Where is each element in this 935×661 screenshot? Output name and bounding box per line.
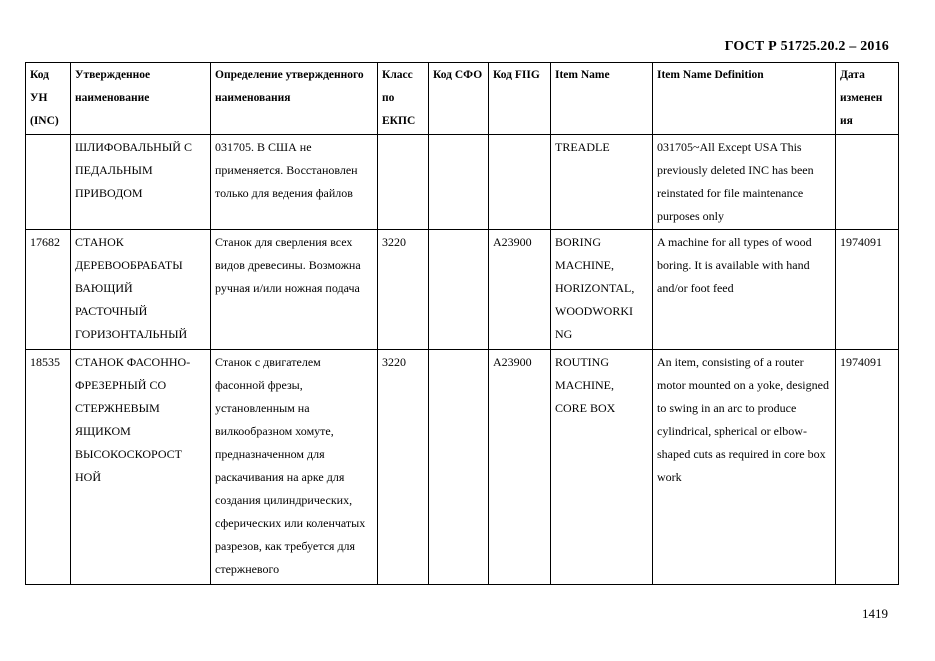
document-code-header: ГОСТ Р 51725.20.2 – 2016 [724, 39, 889, 54]
classification-table [25, 62, 899, 585]
col-header-approved-name: Утвержденное наименование [71, 63, 211, 135]
cell-class [378, 135, 429, 230]
cell-date: 1974091 [836, 230, 899, 350]
col-header-definition: Определение утвержденного наименования [211, 63, 378, 135]
cell-item-name: ROUTING MACHINE, CORE BOX [551, 350, 653, 585]
table-row [26, 230, 899, 350]
cell-item-definition: A machine for all types of wood boring. It is available with hand and/or foot feed [653, 230, 836, 350]
cell-definition: 031705. В США не применяется. Восстановлен только для ведения файлов [211, 135, 378, 230]
col-header-fiig: Код FIIG [489, 63, 551, 135]
cell-definition: Станок с двигателем фасонной фрезы, установленным на вилкообразном хомуте, предназначенном для раскачивания на арке для создания цилиндрических, сферических или коленчатых разрезов, как требуется для стержневого [211, 350, 378, 585]
cell-approved-name: СТАНОК ФАСОННО- ФРЕЗЕРНЫЙ СО СТЕРЖНЕВЫМ ЯЩИКОМ ВЫСОКОСКОРОСТ НОЙ [71, 350, 211, 585]
cell-definition: Станок для сверления всех видов древесины. Возможна ручная и/или ножная подача [211, 230, 378, 350]
col-header-date: Дата изменен ия [836, 63, 899, 135]
cell-item-definition: An item, consisting of a router motor mounted on a yoke, designed to swing in an arc to produce cylindrical, spherical or elbow-shaped cuts as required in core box work [653, 350, 836, 585]
cell-item-definition: 031705~All Except USA This previously deleted INC has been reinstated for file maintenance purposes only [653, 135, 836, 230]
page-number: 1419 [862, 606, 888, 621]
cell-fiig: A23900 [489, 350, 551, 585]
cell-sfo [429, 135, 489, 230]
cell-item-name: TREADLE [551, 135, 653, 230]
col-header-class: Класс по ЕКПС [378, 63, 429, 135]
cell-inc [26, 135, 71, 230]
col-header-inc: Код УН (INC) [26, 63, 71, 135]
table-row [26, 350, 899, 585]
col-header-item-definition: Item Name Definition [653, 63, 836, 135]
table-header-row [26, 63, 899, 135]
cell-fiig: A23900 [489, 230, 551, 350]
cell-class: 3220 [378, 350, 429, 585]
cell-approved-name: СТАНОК ДЕРЕВООБРАБАТЫ ВАЮЩИЙ РАСТОЧНЫЙ ГОРИЗОНТАЛЬНЫЙ [71, 230, 211, 350]
cell-class: 3220 [378, 230, 429, 350]
col-header-item-name: Item Name [551, 63, 653, 135]
cell-sfo [429, 350, 489, 585]
cell-date [836, 135, 899, 230]
cell-sfo [429, 230, 489, 350]
cell-approved-name: ШЛИФОВАЛЬНЫЙ С ПЕДАЛЬНЫМ ПРИВОДОМ [71, 135, 211, 230]
cell-fiig [489, 135, 551, 230]
cell-item-name: BORING MACHINE, HORIZONTAL, WOODWORKI NG [551, 230, 653, 350]
table-row [26, 135, 899, 230]
cell-inc: 17682 [26, 230, 71, 350]
cell-date: 1974091 [836, 350, 899, 585]
cell-inc: 18535 [26, 350, 71, 585]
col-header-sfo: Код СФО [429, 63, 489, 135]
